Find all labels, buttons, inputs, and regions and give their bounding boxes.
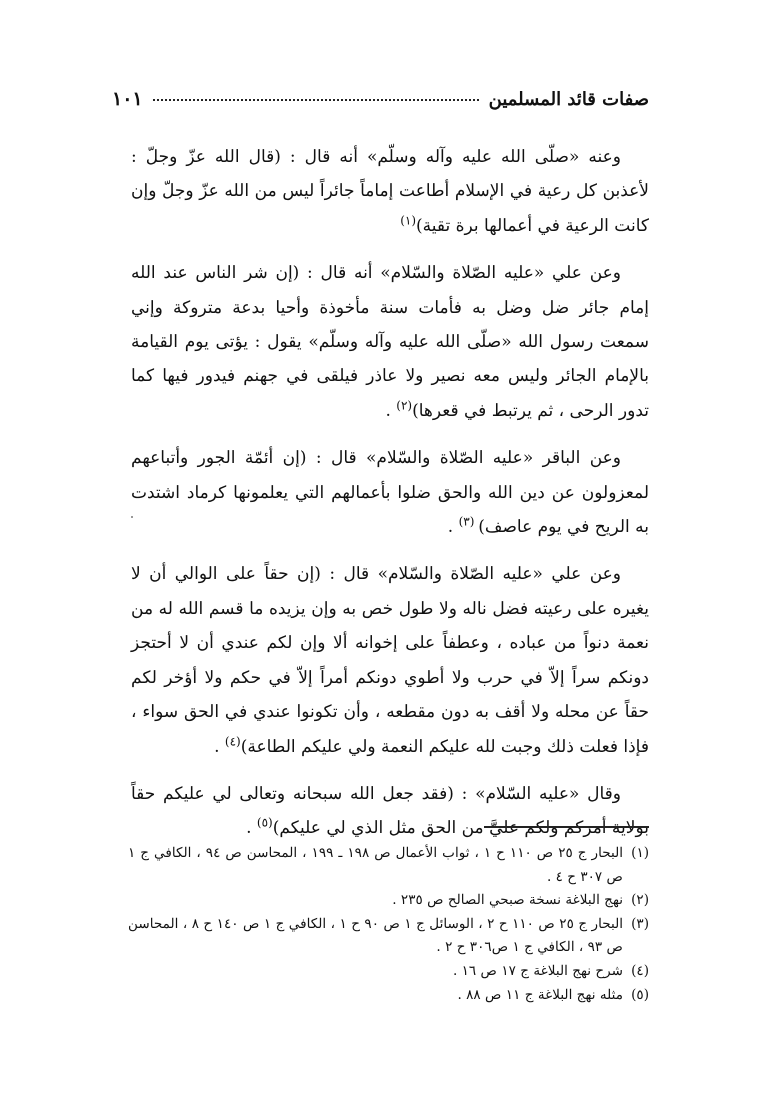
header-dot-leader bbox=[153, 99, 479, 101]
page-number: ١٠١ bbox=[112, 88, 143, 110]
body-text bbox=[131, 140, 649, 859]
footnote-ref-2: (٢) bbox=[396, 398, 413, 413]
footnote-ref-1: (١) bbox=[400, 213, 417, 228]
footnote-4: (٤)شرح نهج البلاغة ج ١٧ ص ١٦ . bbox=[452, 962, 649, 979]
footnote-ref-5: (٥) bbox=[256, 815, 273, 830]
hadith-paragraph-1: وعنه «صلّى الله عليه وآله وسلّم» أنه قال : (قال الله عزّ وجلّ : لأعذبن كل رعية في الإسلام أطاعت إماماً جائراً ليس من الله عزّ وجلّ وإن كانت الرعية في أعمالها برة تقية)$^{(١)}$ bbox=[131, 147, 649, 236]
footnote-ref-4: (٤) bbox=[224, 733, 241, 748]
running-header bbox=[112, 88, 649, 122]
footnote-5: (٥)مثله نهج البلاغة ج ١١ ص ٨٨ . bbox=[457, 986, 649, 1003]
hadith-paragraph-4: وعن علي «عليه الصّلاة والسّلام» قال : (إن حقاً على الوالي أن لا يغيره على رعيته فضل ناله ولا طول خص به وإن يزيده ما قسم الله له من نعمة دنواً من عباده ، وعطفاً على إخوانه ألا وإن لكم عندي أن لا أحتجز دونكم سراً إلاّ في حرب ولا أطوي دونكم أمراً إلاّ في حكم ولا أؤخر لكم حقاً عن محله ولا أقف به دون مقطعه ، وأن تكونوا عندي في الحق سواء ، فإذا فعلت ذلك وجبت لله عليكم النعمة ولي عليكم الطاعة)$^{(٤)}$ . bbox=[131, 564, 649, 757]
footnote-2: (٢)نهج البلاغة نسخة صبحي الصالح ص ٢٣٥ . bbox=[392, 892, 649, 909]
hadith-paragraph-2: وعن علي «عليه الصّلاة والسّلام» أنه قال : (إن شر الناس عند الله إمام جائر ضل وضل به فأمات سنة مأخوذة وأحيا بدعة متروكة وإني سمعت رسول الله «صلّى الله عليه وآله وسلّم» يقول : يؤتى يوم القيامة بالإمام الجائر وليس معه نصير ولا عاذر فيلقى في جهنم فيدور فيها كما تدور الرحى ، ثم يرتبط في قعرها)$^{(٢)}$ . bbox=[131, 263, 649, 421]
hadith-paragraph-3: وعن الباقر «عليه الصّلاة والسّلام» قال : (إن أئمّة الجور وأتباعهم لمعزولون عن دين الله والحق ضلوا بأعمالهم التي يعلمونها كرماد اشتدت به الريح في يوم عاصف) $^{(٣)}$ . bbox=[131, 448, 649, 538]
hadith-paragraph-5: وقال «عليه السّلام» : (فقد جعل الله سبحانه وتعالى لي عليكم حقاً بولاية أمركم ولكم عليَّ من الحق مثل الذي لي عليكم)$^{(٥)}$ . bbox=[131, 783, 649, 839]
scan-speck bbox=[131, 516, 133, 518]
footnote-separator bbox=[484, 826, 649, 828]
footnotes bbox=[128, 842, 649, 1007]
footnote-ref-3: (٣) bbox=[458, 514, 479, 529]
footnote-1: (١)البحار ج ٢٥ ص ١١٠ ح ١ ، ثواب الأعمال ص ١٩٨ ـ ١٩٩ ، المحاسن ص ٩٤ ، الكافي ج ١ ص ٣٠٧ ح ٤ . bbox=[128, 845, 650, 885]
footnote-3: (٣)البحار ج ٢٥ ص ١١٠ ح ٢ ، الوسائل ج ١ ص ٩٠ ح ١ ، الكافي ج ١ ص ١٤٠ ح ٨ ، المحاسن ص ٩٣ ، الكافي ج ١ ص٣٠٦ ح ٢ . bbox=[128, 915, 650, 956]
chapter-title: صفات قائد المسلمين bbox=[488, 89, 649, 110]
